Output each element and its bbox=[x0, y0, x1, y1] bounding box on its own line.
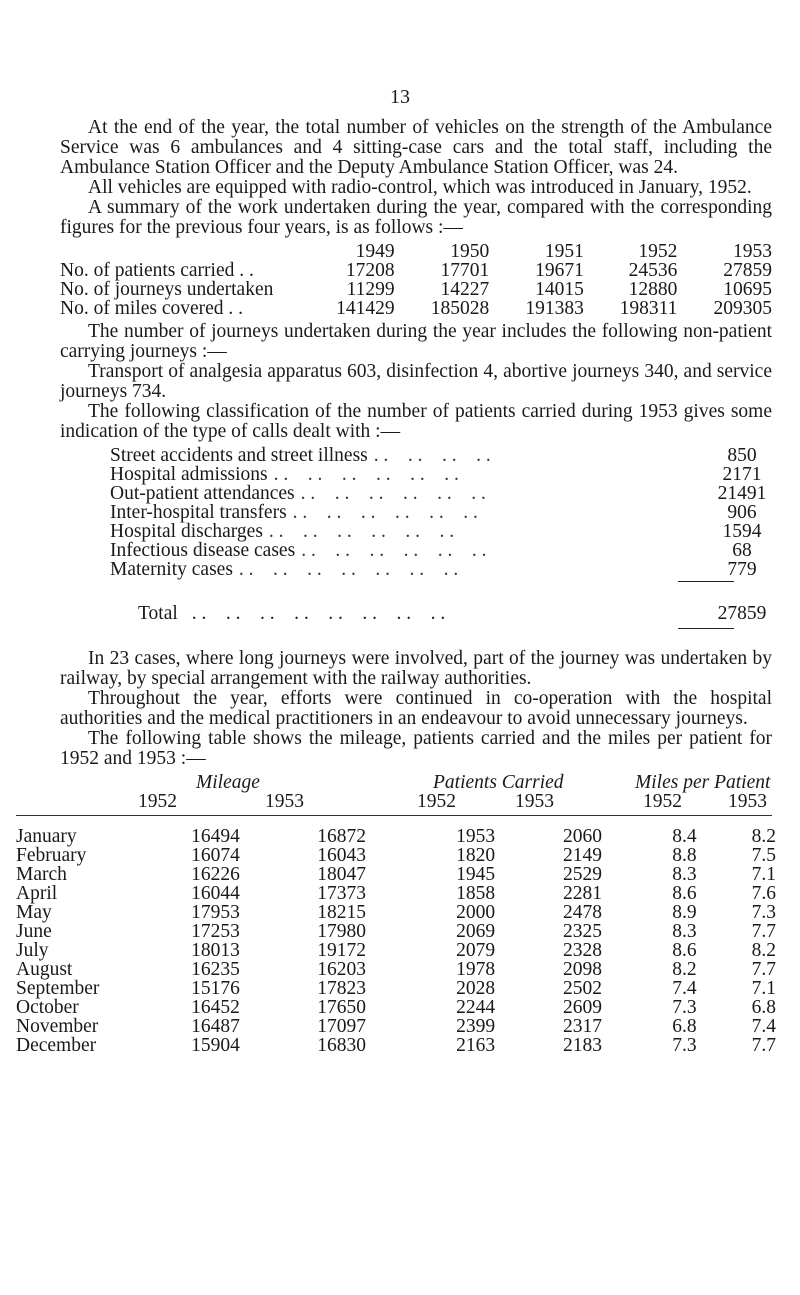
summary-row bbox=[60, 261, 772, 280]
table-row bbox=[16, 922, 776, 941]
patients-cell: 1978 bbox=[456, 959, 496, 980]
month-label: April bbox=[16, 883, 58, 904]
mileage-cell: 16226 bbox=[191, 864, 240, 885]
classification-value: 906 bbox=[727, 502, 757, 523]
summary-cell: 17701 bbox=[440, 260, 490, 281]
patients-cell: 2529 bbox=[562, 864, 602, 885]
summary-cell: 19671 bbox=[535, 260, 584, 281]
table-row bbox=[16, 827, 776, 846]
classification-label: Inter-hospital transfers bbox=[110, 502, 287, 523]
month-label: December bbox=[16, 1035, 97, 1056]
paragraph-journey-types: Transport of analgesia apparatus 603, disinfection 4, abortive journeys 340, and service journeys 734. bbox=[60, 361, 772, 402]
summary-year-header: 1952 bbox=[638, 241, 678, 262]
patients-cell: 2183 bbox=[562, 1035, 602, 1056]
table-row bbox=[16, 979, 776, 998]
patients-cell: 2060 bbox=[562, 826, 602, 847]
summary-header-row bbox=[60, 242, 772, 261]
miles-per-patient-cell: 8.3 bbox=[672, 864, 697, 885]
total-label: Total bbox=[138, 603, 178, 624]
leader-dots: . . . . . . . . . . . . bbox=[301, 541, 487, 561]
classification-value: 21491 bbox=[717, 483, 767, 504]
summary-row-label: No. of journeys undertaken bbox=[60, 279, 274, 300]
classification-value: 850 bbox=[727, 445, 757, 466]
patients-cell: 1820 bbox=[456, 845, 496, 866]
summary-year-header: 1949 bbox=[355, 241, 395, 262]
leader-dots: . . . . . . . . . . . . . . bbox=[238, 560, 459, 580]
leader-dots: . . . . . . . . . . . . bbox=[300, 484, 486, 504]
table-row bbox=[16, 941, 776, 960]
month-label: July bbox=[16, 940, 49, 961]
mileage-cell: 15176 bbox=[191, 978, 240, 999]
paragraph-radio-control: All vehicles are equipped with radio-control, which was introduced in January, 1952. bbox=[88, 177, 752, 198]
total-rule-top bbox=[678, 581, 734, 582]
mileage-cell: 16235 bbox=[191, 959, 240, 980]
mileage-table-header bbox=[60, 773, 772, 815]
table-row bbox=[16, 1036, 776, 1055]
miles-per-patient-cell: 8.2 bbox=[751, 826, 776, 847]
patients-cell: 2163 bbox=[456, 1035, 496, 1056]
paragraph-summary-intro: A summary of the work undertaken during the year, compared with the corresponding figures for the previous four years, is as follows :— bbox=[60, 197, 772, 238]
year-header: 1952 bbox=[138, 791, 177, 812]
mileage-cell: 16830 bbox=[317, 1035, 366, 1056]
leader-dots: . . . . . . . . . . . . bbox=[273, 465, 459, 485]
patients-cell: 2478 bbox=[562, 902, 602, 923]
patients-cell: 2317 bbox=[562, 1016, 602, 1037]
patients-cell: 2502 bbox=[562, 978, 602, 999]
summary-cell: 12880 bbox=[628, 279, 678, 300]
year-header: 1953 bbox=[728, 791, 767, 812]
miles-per-patient-cell: 7.5 bbox=[751, 845, 776, 866]
patients-cell: 2244 bbox=[456, 997, 496, 1018]
table-row bbox=[16, 998, 776, 1017]
mileage-cell: 16872 bbox=[317, 826, 366, 847]
patients-cell: 2399 bbox=[456, 1016, 496, 1037]
group-header-patients: Patients Carried bbox=[433, 772, 564, 793]
classification-row bbox=[60, 484, 772, 503]
miles-per-patient-cell: 7.1 bbox=[751, 864, 776, 885]
patients-cell: 1858 bbox=[456, 883, 496, 904]
miles-per-patient-cell: 8.3 bbox=[672, 921, 697, 942]
classification-label: Maternity cases bbox=[110, 559, 233, 580]
summary-cell: 14015 bbox=[535, 279, 584, 300]
miles-per-patient-cell: 8.2 bbox=[672, 959, 697, 980]
paragraph-vehicles-staff: At the end of the year, the total number of vehicles on the strength of the Ambulance Service was 6 ambulances and 4 sitting-case cars and the total staff, including the Ambulance Station Officer and the Deputy Ambulance Station Officer, was 24. bbox=[60, 117, 772, 178]
leader-dots: . . . . . . . . . . . . bbox=[292, 503, 478, 523]
page-body bbox=[16, 117, 776, 1056]
miles-per-patient-cell: 7.7 bbox=[751, 921, 776, 942]
patients-cell: 2069 bbox=[456, 921, 496, 942]
table-row bbox=[16, 846, 776, 865]
classification-row bbox=[60, 465, 772, 484]
group-header-mileage: Mileage bbox=[196, 772, 260, 793]
table-row bbox=[16, 960, 776, 979]
leader-dots: . . . . . . . . . . . . bbox=[268, 522, 455, 542]
group-header-miles-per-patient: Miles per Patient bbox=[635, 772, 771, 793]
classification-list bbox=[60, 446, 772, 629]
summary-row-label: No. of miles covered . . bbox=[60, 298, 244, 319]
month-label: February bbox=[16, 845, 87, 866]
miles-per-patient-cell: 7.4 bbox=[672, 978, 697, 999]
year-header: 1953 bbox=[265, 791, 304, 812]
mileage-cell: 17253 bbox=[191, 921, 240, 942]
summary-cell: 14227 bbox=[440, 279, 490, 300]
summary-cell: 198311 bbox=[619, 298, 678, 319]
miles-per-patient-cell: 7.7 bbox=[751, 959, 776, 980]
page-number: 13 bbox=[390, 86, 410, 108]
summary-cell: 191383 bbox=[525, 298, 584, 319]
classification-value: 779 bbox=[727, 559, 757, 580]
miles-per-patient-cell: 8.6 bbox=[672, 940, 697, 961]
classification-row bbox=[60, 560, 772, 579]
classification-row bbox=[60, 541, 772, 560]
month-label: May bbox=[16, 902, 52, 923]
monthly-table bbox=[16, 827, 776, 1055]
miles-per-patient-cell: 8.4 bbox=[672, 826, 697, 847]
mileage-cell: 15904 bbox=[191, 1035, 240, 1056]
miles-per-patient-cell: 7.1 bbox=[751, 978, 776, 999]
leader-dots: . . . . . . . . . . . . . . . . bbox=[191, 604, 446, 624]
table-row bbox=[16, 865, 776, 884]
paragraph-mileage-intro: The following table shows the mileage, patients carried and the miles per patient for 1952 and 1953 :— bbox=[60, 728, 772, 769]
month-label: June bbox=[16, 921, 52, 942]
leader-dots: . . . . . . . . bbox=[373, 446, 491, 466]
summary-row bbox=[60, 280, 772, 299]
summary-cell: 141429 bbox=[336, 298, 395, 319]
mileage-cell: 16494 bbox=[191, 826, 240, 847]
month-label: January bbox=[16, 826, 77, 847]
summary-cell: 185028 bbox=[430, 298, 490, 319]
patients-cell: 2328 bbox=[562, 940, 602, 961]
summary-cell: 17208 bbox=[345, 260, 395, 281]
patients-cell: 2098 bbox=[562, 959, 602, 980]
summary-cell: 11299 bbox=[346, 279, 395, 300]
summary-year-header: 1953 bbox=[733, 241, 772, 262]
patients-cell: 2079 bbox=[456, 940, 496, 961]
mileage-cell: 17980 bbox=[317, 921, 366, 942]
month-label: August bbox=[16, 959, 73, 980]
classification-label: Street accidents and street illness bbox=[110, 445, 368, 466]
table-row bbox=[16, 903, 776, 922]
patients-cell: 2000 bbox=[456, 902, 496, 923]
miles-per-patient-cell: 8.2 bbox=[751, 940, 776, 961]
miles-per-patient-cell: 7.3 bbox=[672, 1035, 697, 1056]
miles-per-patient-cell: 6.8 bbox=[751, 997, 776, 1018]
patients-cell: 2028 bbox=[456, 978, 496, 999]
mileage-cell: 16043 bbox=[317, 845, 366, 866]
miles-per-patient-cell: 8.8 bbox=[672, 845, 697, 866]
header-rule bbox=[16, 815, 772, 816]
summary-year-header: 1951 bbox=[544, 241, 584, 262]
summary-year-header: 1950 bbox=[450, 241, 490, 262]
classification-value: 68 bbox=[732, 540, 752, 561]
mileage-cell: 16203 bbox=[317, 959, 366, 980]
patients-cell: 2281 bbox=[562, 883, 602, 904]
mileage-cell: 17823 bbox=[317, 978, 366, 999]
miles-per-patient-cell: 6.8 bbox=[672, 1016, 697, 1037]
classification-label: Infectious disease cases bbox=[110, 540, 296, 561]
year-header: 1952 bbox=[417, 791, 456, 812]
year-header: 1953 bbox=[515, 791, 554, 812]
classification-total-row bbox=[60, 604, 772, 626]
mileage-cell: 18215 bbox=[317, 902, 366, 923]
total-value: 27859 bbox=[717, 603, 767, 624]
mileage-cell: 19172 bbox=[317, 940, 366, 961]
summary-header-blank bbox=[60, 242, 300, 261]
paragraph-non-patient-journeys: The number of journeys undertaken during the year includes the following non-patient carrying journeys :— bbox=[60, 321, 772, 362]
mileage-cell: 16452 bbox=[191, 997, 240, 1018]
month-label: November bbox=[16, 1016, 99, 1037]
miles-per-patient-cell: 8.6 bbox=[672, 883, 697, 904]
miles-per-patient-cell: 7.7 bbox=[751, 1035, 776, 1056]
classification-label: Hospital admissions bbox=[110, 464, 268, 485]
month-label: October bbox=[16, 997, 79, 1018]
mileage-cell: 18013 bbox=[191, 940, 240, 961]
patients-cell: 2609 bbox=[562, 997, 602, 1018]
classification-row bbox=[60, 522, 772, 541]
mileage-cell: 16044 bbox=[191, 883, 240, 904]
month-label: September bbox=[16, 978, 100, 999]
patients-cell: 1953 bbox=[456, 826, 496, 847]
mileage-cell: 17097 bbox=[317, 1016, 366, 1037]
summary-cell: 209305 bbox=[713, 298, 772, 319]
paragraph-railway: In 23 cases, where long journeys were involved, part of the journey was undertaken by railway, by special arrangement with the railway authorities. bbox=[60, 648, 772, 689]
mileage-cell: 17650 bbox=[317, 997, 366, 1018]
classification-value: 2171 bbox=[722, 464, 762, 485]
miles-per-patient-cell: 7.6 bbox=[751, 883, 776, 904]
patients-cell: 2149 bbox=[562, 845, 602, 866]
classification-value: 1594 bbox=[722, 521, 762, 542]
summary-row-label: No. of patients carried . . bbox=[60, 260, 254, 281]
summary-cell: 10695 bbox=[723, 279, 772, 300]
paragraph-classification-intro: The following classification of the number of patients carried during 1953 gives some indication of the type of calls dealt with :— bbox=[60, 401, 772, 442]
mileage-cell: 18047 bbox=[317, 864, 366, 885]
classification-row bbox=[60, 446, 772, 465]
mileage-cell: 17953 bbox=[191, 902, 240, 923]
miles-per-patient-cell: 7.3 bbox=[672, 997, 697, 1018]
miles-per-patient-cell: 8.9 bbox=[672, 902, 697, 923]
summary-cell: 24536 bbox=[628, 260, 678, 281]
miles-per-patient-cell: 7.3 bbox=[751, 902, 776, 923]
classification-label: Hospital discharges bbox=[110, 521, 263, 542]
mileage-cell: 16487 bbox=[191, 1016, 240, 1037]
table-row bbox=[16, 1017, 776, 1036]
mileage-cell: 17373 bbox=[317, 883, 366, 904]
summary-row bbox=[60, 299, 772, 318]
patients-cell: 2325 bbox=[562, 921, 602, 942]
classification-label: Out-patient attendances bbox=[110, 483, 295, 504]
mileage-cell: 16074 bbox=[191, 845, 240, 866]
paragraph-cooperation: Throughout the year, efforts were continued in co-operation with the hospital authorities and the medical practitioners in an endeavour to avoid unnecessary journeys. bbox=[60, 688, 772, 729]
miles-per-patient-cell: 7.4 bbox=[751, 1016, 776, 1037]
year-header: 1952 bbox=[643, 791, 682, 812]
classification-row bbox=[60, 503, 772, 522]
patients-cell: 1945 bbox=[456, 864, 496, 885]
summary-cell: 27859 bbox=[723, 260, 772, 281]
month-label: March bbox=[16, 864, 67, 885]
table-row bbox=[16, 884, 776, 903]
summary-table bbox=[60, 242, 772, 318]
